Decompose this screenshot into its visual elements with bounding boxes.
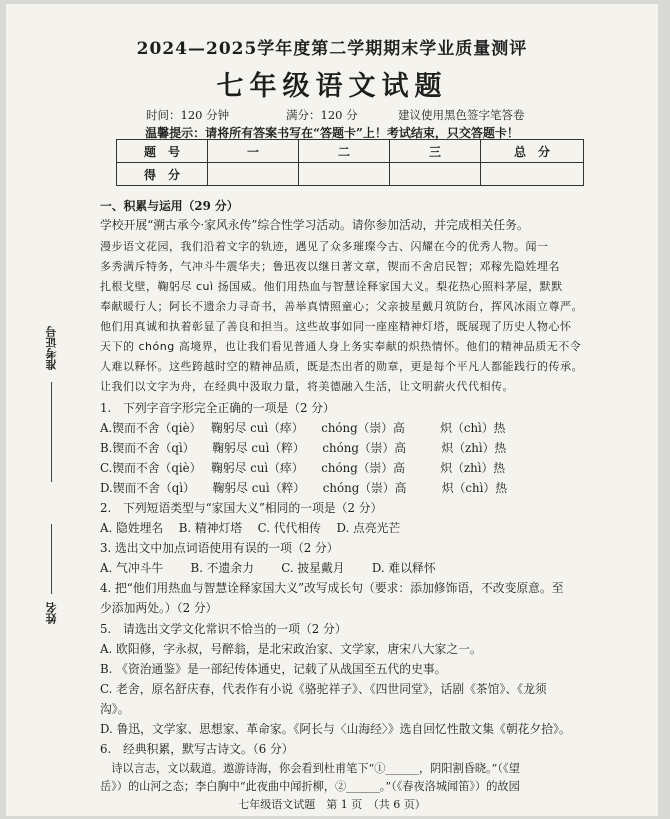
name-line [51, 524, 52, 594]
score-header-cell: 总 分 [481, 140, 584, 163]
question-5: 5. 请选出文学文化常识不恰当的一项（2 分） [100, 622, 347, 636]
name-label: 姓名 [45, 602, 58, 624]
option-c: C. 老舍，原名舒庆春，代表作有小说《骆驼祥子》、《四世同堂》，话剧《茶馆》、《龙须 [100, 682, 547, 696]
section-heading: 一、积累与运用（29 分） [100, 199, 239, 213]
score-row-label: 得 分 [117, 163, 208, 186]
time-info: 时间：120 分钟 [146, 108, 230, 122]
notice: 温馨提示：请将所有答案书写在“答题卡”上！考试结束，只交答题卡！ [145, 126, 519, 140]
option-d: D. 鲁迅，文学家、思想家、革命家。《阿长与〈山海经〉》选自回忆性散文集《朝花夕拾》。 [100, 722, 571, 736]
option-a: A.锲而不舍（qiè） 鞠躬尽 cuì（瘁） chóng（崇）高 炽（chì）热 [100, 421, 506, 435]
question-4-cont: 少添加两处。）（2 分） [100, 601, 218, 615]
paper-title: 七年级语文试题 [216, 71, 448, 102]
question-3: 3. 选出文中加点词语使用有误的一项（2 分） [100, 541, 339, 555]
score-cell [390, 163, 481, 186]
exam-title: 2024—2025学年度第二学期期末学业质量测评 [136, 39, 528, 59]
passage-line: 人难以释怀。这些跨越时空的精神品质，既是杰出者的勋章，更是每个平凡人都能践行的传承。 [100, 360, 583, 373]
score-header-cell: 三 [390, 140, 481, 163]
option-c-cont: 沟》。 [100, 702, 130, 716]
option-d: D.锲而不舍（qì） 鞠躬尽 cuì（粹） chóng（崇）高 炽（chì）热 [100, 481, 507, 495]
passage-line: 多秀满斥特务，气冲斗牛震华夫；鲁迅夜以继日著文章，锲而不舍启民智；邓稼先隐姓埋名 [100, 260, 560, 273]
option-b: B. 《资治通鉴》是一部纪传体通史，记载了从战国至五代的史事。 [100, 662, 447, 676]
advice-info: 建议使用黑色签字笔答卷 [398, 108, 525, 122]
score-header-cell: 二 [299, 140, 390, 163]
score-cell [481, 163, 584, 186]
intro-line: 学校开展“溯古承今·家风永传”综合性学习活动。请你参加活动，并完成相关任务。 [100, 218, 529, 232]
passage-line: 漫步语文花园，我们沿着文字的轨迹，遇见了众多璀璨今古、闪耀在今的优秀人物。闻一 [100, 240, 549, 253]
exam-page [6, 4, 658, 816]
page-footer: 七年级语文试题 第 1 页 （共 6 页） [238, 798, 426, 811]
question-4: 4. 把“他们用热血与智慧诠释家国大义”改写成长句（要求：添加修饰语，不改变原意。至 [100, 581, 564, 595]
passage-line: 扎根戈壁，鞠躬尽 cuì 扬国威。他们用热血与智慧诠释家国大义。梨花热心照料茅屋，默默 [100, 280, 563, 293]
score-cell [299, 163, 390, 186]
exam-number-line [51, 382, 52, 482]
passage-line: 天下的 chóng 高境界，也让我们看见普通人身上务实奉献的炽热情怀。他们的精神品质无不令 [100, 340, 582, 353]
question-6-text: 岳》）的山河之态；李白胸中“此夜曲中闻折柳，②______。”（《春夜洛城闻笛》）的故园 [100, 780, 520, 793]
question-2-options: A. 隐姓埋名 B. 精神灯塔 C. 代代相传 D. 点亮光芒 [100, 521, 401, 535]
question-3-options: A. 气冲斗牛 B. 不遗余力 C. 披星戴月 D. 难以释怀 [100, 561, 436, 575]
score-info: 满分：120 分 [286, 108, 358, 122]
option-b: B.锲而不舍（qì） 鞠躬尽 cuì（粹） chóng（崇）高 炽（zhì）热 [100, 441, 507, 455]
score-header-cell: 题 号 [117, 140, 208, 163]
exam-number-label: 准考证号 [45, 326, 58, 370]
passage-line: 奉献暖行人；阿长不遗余力寻奇书，善举真情照童心；父亲披星戴月筑防台，挥风冰雨立尊严。 [100, 300, 583, 313]
score-table [116, 139, 584, 186]
option-a: A. 欧阳修，字永叔，号醉翁，是北宋政治家、文学家，唐宋八大家之一。 [100, 642, 482, 656]
question-6-text: 诗以言志，文以载道。遨游诗海，你会看到杜甫笔下“①______，阴阳割昏晓。”（《望 [100, 762, 520, 775]
option-c: C.锲而不舍（qiè） 鞠躬尽 cuì（瘁） chóng（崇）高 炽（zhì）热 [100, 461, 506, 475]
question-1: 1. 下列字音字形完全正确的一项是（2 分） [100, 401, 335, 415]
score-header-cell: 一 [208, 140, 299, 163]
score-cell [208, 163, 299, 186]
question-6: 6. 经典积累，默写古诗文。（6 分） [100, 742, 294, 756]
passage-line: 他们用真诚和执着彰显了善良和担当。这些故事如同一座座精神灯塔，既展现了历史人物心怀 [100, 320, 572, 333]
passage-line: 让我们以文字为舟，在经典中汲取力量，将美德融入生活，让文明薪火代代相传。 [100, 380, 514, 393]
question-2: 2. 下列短语类型与“家国大义”相同的一项是（2 分） [100, 501, 383, 515]
